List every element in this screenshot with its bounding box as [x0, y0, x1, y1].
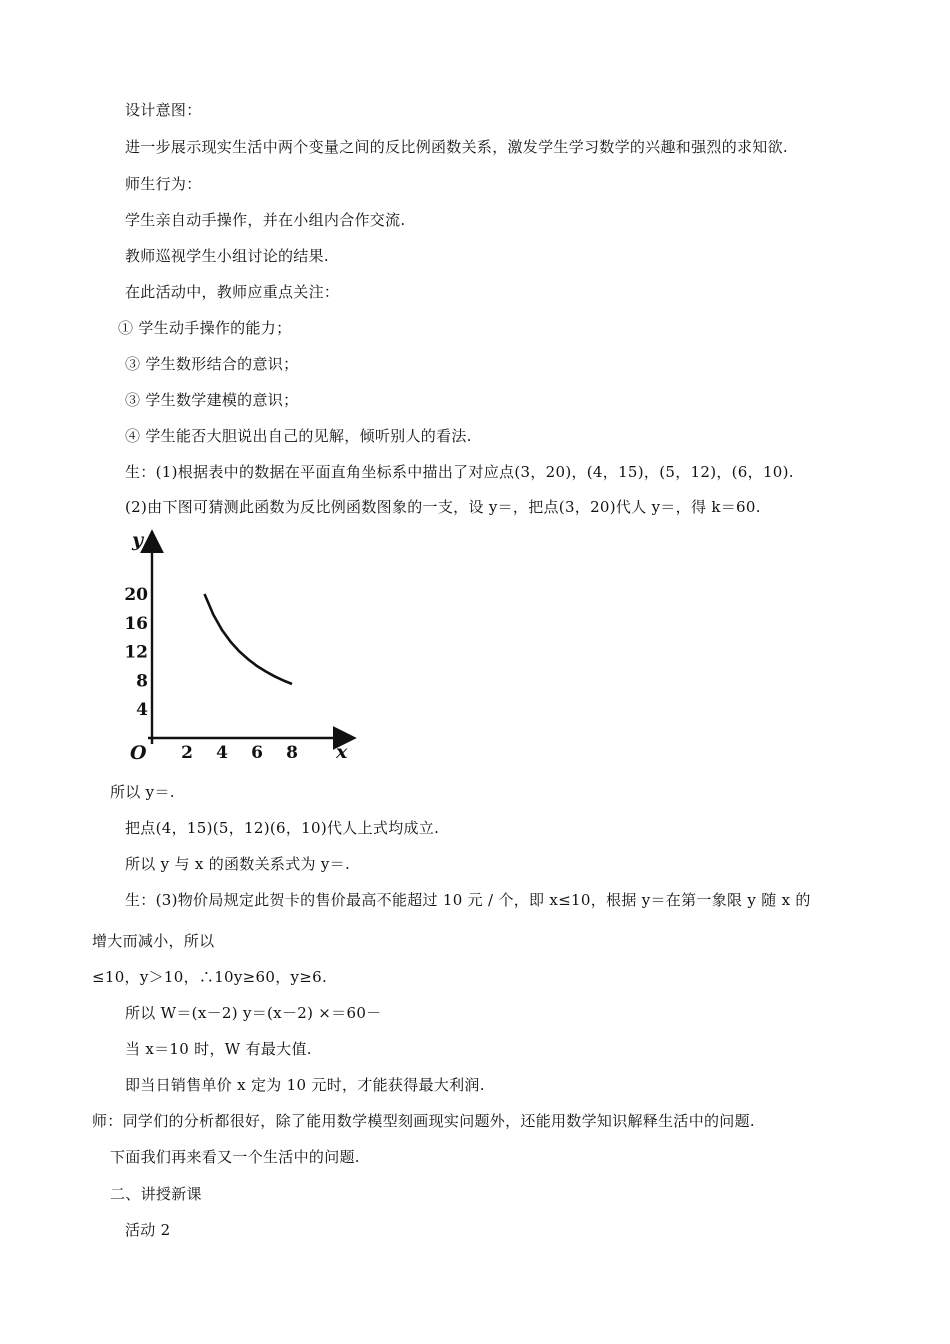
- y-tick-label: 20: [124, 585, 148, 605]
- paragraph-design-intent-heading: 设计意图：: [125, 101, 202, 119]
- paragraph-teacher-comment: 师：同学们的分析都很好，除了能用数学模型刻画现实问题外，还能用数学知识解释生活中的问题.: [92, 1112, 755, 1130]
- paragraph-profit-formula: 所以 W＝(x－2) y＝(x－2) ×＝60－: [125, 1004, 382, 1022]
- paragraph-inequality: ≤10，y＞10，∴10y≥60，y≥6.: [92, 968, 328, 986]
- x-tick-label: 4: [216, 743, 228, 763]
- y-tick-label: 12: [124, 642, 148, 663]
- x-tick-label: 2: [181, 743, 193, 763]
- x-tick-label: 8: [286, 743, 298, 763]
- y-axis-label: y: [132, 529, 144, 551]
- origin-label: O: [130, 742, 147, 764]
- paragraph-answer-1: 生：(1)根据表中的数据在平面直角坐标系中描出了对应点(3，20)，(4，15)，(5，12)，(6，10).: [125, 463, 794, 481]
- y-tick-label: 8: [136, 671, 148, 692]
- y-tick-label: 16: [124, 613, 148, 634]
- paragraph-conclusion: 即当日销售单价 x 定为 10 元时，才能获得最大利润.: [125, 1076, 485, 1094]
- list-item-focus-4: ④ 学生能否大胆说出自己的见解，倾听别人的看法.: [125, 427, 472, 445]
- x-tick-label: 6: [251, 743, 263, 763]
- paragraph-design-intent: 进一步展示现实生活中两个变量之间的反比例函数关系，激发学生学习数学的兴趣和强烈的求知欲.: [125, 138, 788, 156]
- paragraph-answer-2: (2)由下图可猜测此函数为反比例函数图象的一支，设 y＝，把点(3，20)代人 y＝，得 k＝60.: [125, 498, 761, 516]
- list-item-focus-1: ① 学生动手操作的能力；: [118, 319, 292, 337]
- paragraph-verify: 把点(4，15)(5，12)(6，10)代人上式均成立.: [125, 819, 440, 837]
- paragraph-student-action: 学生亲自动手操作，并在小组内合作交流.: [125, 211, 406, 229]
- x-axis-label: x: [336, 741, 348, 763]
- section-heading-new-lesson: 二、讲授新课: [110, 1185, 202, 1203]
- paragraph-answer-3-cont: 增大而减小，所以: [92, 932, 215, 950]
- paragraph-answer-3: 生：(3)物价局规定此贺卡的售价最高不能超过 10 元 / 个，即 x≤10，根据 y＝在第一象限 y 随 x 的: [125, 891, 811, 909]
- paragraph-transition: 下面我们再来看又一个生活中的问题.: [110, 1148, 360, 1166]
- list-item-focus-2: ③ 学生数形结合的意识；: [125, 355, 299, 373]
- inverse-proportion-curve: [205, 594, 293, 684]
- paragraph-max-value: 当 x＝10 时，W 有最大值.: [125, 1040, 312, 1058]
- function-graph: [112, 526, 362, 766]
- activity-2-label: 活动 2: [125, 1221, 171, 1239]
- paragraph-focus-intro: 在此活动中，教师应重点关注：: [125, 283, 340, 301]
- paragraph-behavior-heading: 师生行为：: [125, 175, 202, 193]
- paragraph-result: 所以 y＝.: [110, 783, 175, 801]
- y-tick-label: 4: [136, 700, 148, 721]
- paragraph-teacher-action: 教师巡视学生小组讨论的结果.: [125, 247, 329, 265]
- list-item-focus-3: ③ 学生数学建模的意识；: [125, 391, 299, 409]
- paragraph-relation: 所以 y 与 x 的函数关系式为 y＝.: [125, 855, 351, 873]
